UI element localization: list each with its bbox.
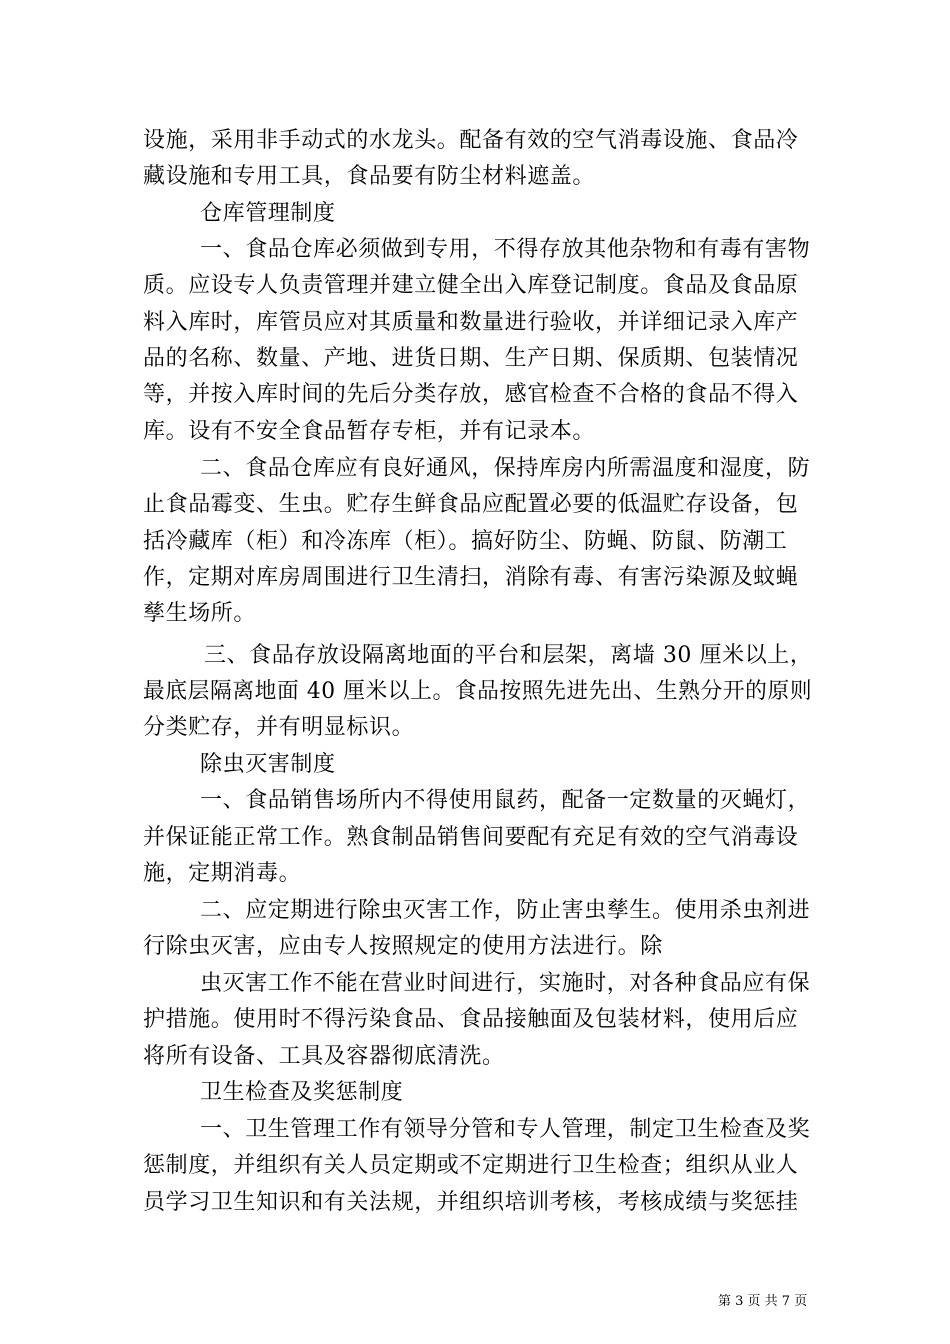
text-line: 设施，采用非手动式的水龙头。配备有效的空气消毒设施、食品冷 (143, 128, 799, 153)
text-line: 二、应定期进行除虫灭害工作，防止害虫孳生。使用杀虫剂进 (200, 898, 811, 923)
text-line: 括冷藏库（柜）和冷冻库（柜）。搞好防尘、防蝇、防鼠、防潮工 (143, 529, 788, 554)
text-line: 分类贮存，并有明显标识。 (143, 715, 415, 740)
text-line: 品的名称、数量、产地、进货日期、生产日期、保质期、包装情况 (143, 346, 799, 371)
text-line: 并保证能正常工作。熟食制品销售间要配有充足有效的空气消毒设 (143, 825, 799, 850)
text-line: 惩制度，并组织有关人员定期或不定期进行卫生检查；组织从业人 (143, 1153, 799, 1178)
text-line: 行除虫灭害，应由专人按照规定的使用方法进行。除 (143, 934, 663, 959)
page-number: 第 3 页 共 7 页 (718, 1294, 808, 1309)
text-line: 作，定期对库房周围进行卫生清扫，消除有毒、有害污染源及蚊蝇 (143, 565, 799, 590)
text-line: 等，并按入库时间的先后分类存放，感官检查不合格的食品不得入 (143, 382, 799, 407)
section-heading: 除虫灭害制度 (200, 752, 336, 777)
text-line: 员学习卫生知识和有关法规，并组织培训考核，考核成绩与奖惩挂 (143, 1190, 799, 1215)
text-line: 藏设施和专用工具，食品要有防尘材料遮盖。 (143, 164, 596, 189)
text-line: 护措施。使用时不得污染食品、食品接触面及包装材料，使用后应 (143, 1007, 799, 1032)
section-heading: 卫生检查及奖惩制度 (200, 1080, 404, 1105)
text-line: 质。应设专人负责管理并建立健全出入库登记制度。食品及食品原 (143, 273, 799, 298)
text-line: 施，定期消毒。 (143, 861, 302, 886)
text-line: 一、食品仓库必须做到专用，不得存放其他杂物和有毒有害物 (200, 237, 811, 262)
text-line: 料入库时，库管员应对其质量和数量进行验收，并详细记录入库产 (143, 310, 799, 335)
text-line: 孳生场所。 (143, 601, 257, 626)
text-line: 止食品霉变、生虫。贮存生鲜食品应配置必要的低温贮存设备，包 (143, 492, 799, 517)
text-line: 二、食品仓库应有良好通风，保持库房内所需温度和湿度，防 (200, 456, 811, 481)
text-line: 虫灭害工作不能在营业时间进行，实施时，对各种食品应有保 (200, 971, 811, 996)
text-line: 库。设有不安全食品暂存专柜，并有记录本。 (143, 419, 596, 444)
section-heading: 仓库管理制度 (200, 201, 336, 226)
text-line: 最底层隔离地面 40 厘米以上。食品按照先进先出、生熟分开的原则 (143, 679, 813, 704)
text-line: 一、卫生管理工作有领导分管和专人管理，制定卫生检查及奖 (200, 1117, 811, 1142)
text-line: 将所有设备、工具及容器彻底清洗。 (143, 1044, 505, 1069)
text-line: 三、食品存放设隔离地面的平台和层架，离墙 30 厘米以上， (204, 643, 813, 668)
text-line: 一、食品销售场所内不得使用鼠药，配备一定数量的灭蝇灯， (200, 788, 811, 813)
